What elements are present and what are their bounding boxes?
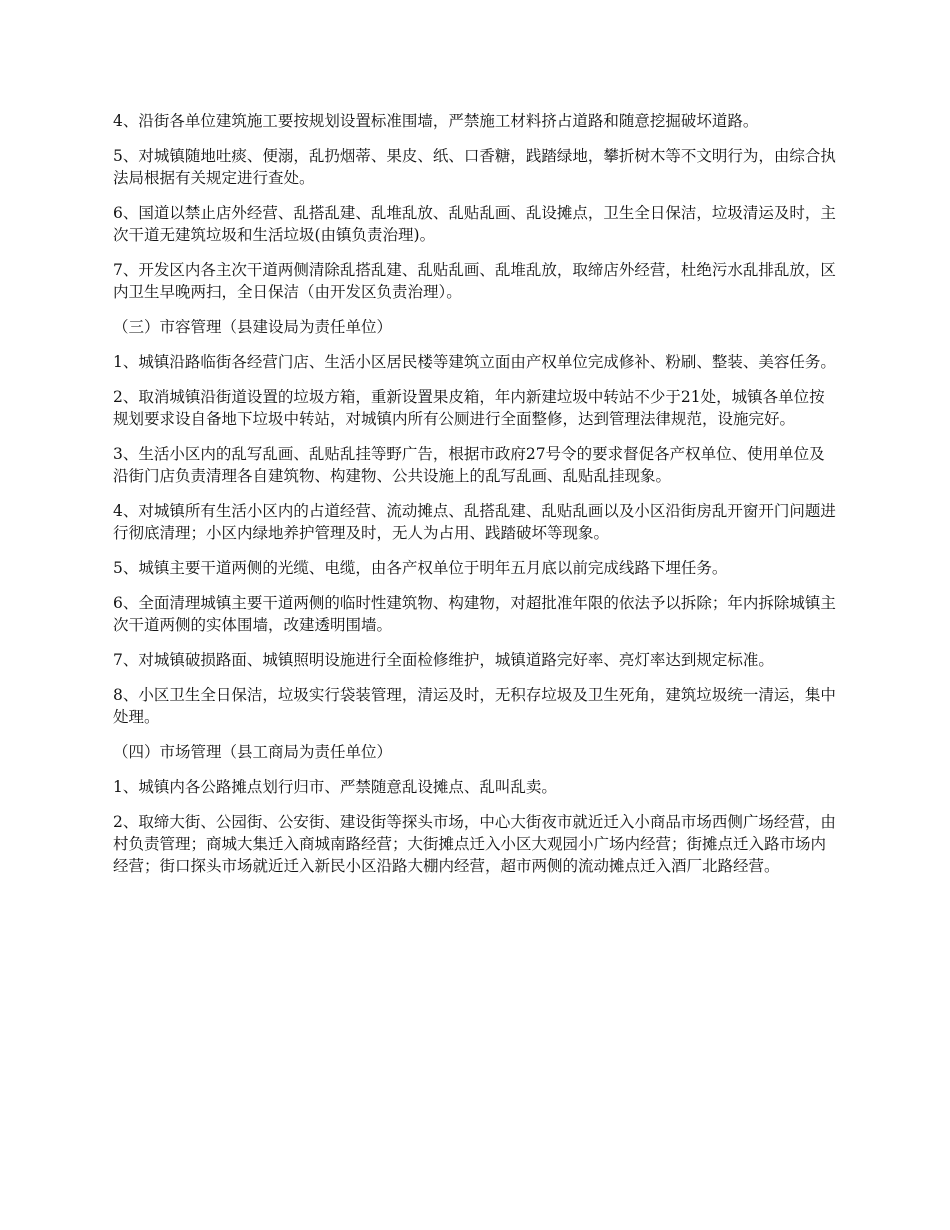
paragraph-item-4-construction: 4、沿街各单位建筑施工要按规划设置标准围墙，严禁施工材料挤占道路和随意挖掘破坏道路。 <box>113 112 759 130</box>
paragraph-item-8-sanitation: 8、小区卫生全日保洁，垃圾实行袋装管理，清运及时，无积存垃圾及卫生死角，建筑垃圾统一清运，集中处理。 <box>113 686 836 726</box>
section-heading-city-appearance: （三）市容管理（县建设局为责任单位） <box>113 318 393 336</box>
paragraph-item-5-cables: 5、城镇主要干道两侧的光缆、电缆，由各产权单位于明年五月底以前完成线路下埋任务。 <box>113 559 728 577</box>
paragraph-item-6-temporary-buildings: 6、全面清理城镇主要干道两侧的临时性建筑物、构建物，对超批准年限的依法予以拆除；年内拆除城镇主次干道两侧的实体围墙，改建透明围墙。 <box>113 594 836 634</box>
paragraph-item-4-residential: 4、对城镇所有生活小区内的占道经营、流动摊点、乱搭乱建、乱贴乱画以及小区沿街房乱开窗开门问题进行彻底清理；小区内绿地养护管理及时，无人为占用、践踏破坏等现象。 <box>113 502 836 542</box>
section-heading-market-management: （四）市场管理（县工商局为责任单位） <box>113 743 393 761</box>
paragraph-item-3-ads: 3、生活小区内的乱写乱画、乱贴乱挂等野广告，根据市政府27号令的要求督促各产权单位、使用单位及沿街门店负责清理各自建筑物、构建物、公共设施上的乱写乱画、乱贴乱挂现象。 <box>113 445 825 485</box>
paragraph-item-2-garbage: 2、取消城镇沿街道设置的垃圾方箱，重新设置果皮箱，年内新建垃圾中转站不少于21处，城镇各单位按规划要求设自备地下垃圾中转站，对城镇内所有公厕进行全面整修，达到管理法律规范，设施完好。 <box>113 388 825 428</box>
paragraph-item-2-markets: 2、取缔大街、公园街、公安街、建设街等探头市场，中心大街夜市就近迁入小商品市场西侧广场经营，由村负责管理；商城大集迁入商城南路经营；大街摊点迁入小区大观园小广场内经营；街摊点迁入路市场内经营；街口探头市场就近迁入新民小区沿路大棚内经营，超市两侧的流动摊点迁入酒厂北路经营。 <box>113 813 836 875</box>
paragraph-item-1-stalls: 1、城镇内各公路摊点划行归市、严禁随意乱设摊点、乱叫乱卖。 <box>113 778 557 796</box>
paragraph-item-7-development-zone: 7、开发区内各主次干道两侧清除乱搭乱建、乱贴乱画、乱堆乱放，取缔店外经营，杜绝污水乱排乱放，区内卫生早晚两扫，全日保洁（由开发区负责治理）。 <box>113 261 836 301</box>
paragraph-item-1-facades: 1、城镇沿路临街各经营门店、生活小区居民楼等建筑立面由产权单位完成修补、粉刷、整装、美容任务。 <box>113 353 836 371</box>
paragraph-item-5-behavior: 5、对城镇随地吐痰、便溺，乱扔烟蒂、果皮、纸、口香糖，践踏绿地，攀折树木等不文明行为，由综合执法局根据有关规定进行查处。 <box>113 147 836 187</box>
paragraph-item-7-roads-lighting: 7、对城镇破损路面、城镇照明设施进行全面检修维护，城镇道路完好率、亮灯率达到规定标准。 <box>113 651 774 669</box>
paragraph-item-6-national-road: 6、国道以禁止店外经营、乱搭乱建、乱堆乱放、乱贴乱画、乱设摊点，卫生全日保洁，垃圾清运及时，主次干道无建筑垃圾和生活垃圾(由镇负责治理)。 <box>113 204 836 244</box>
document-body <box>113 110 840 890</box>
